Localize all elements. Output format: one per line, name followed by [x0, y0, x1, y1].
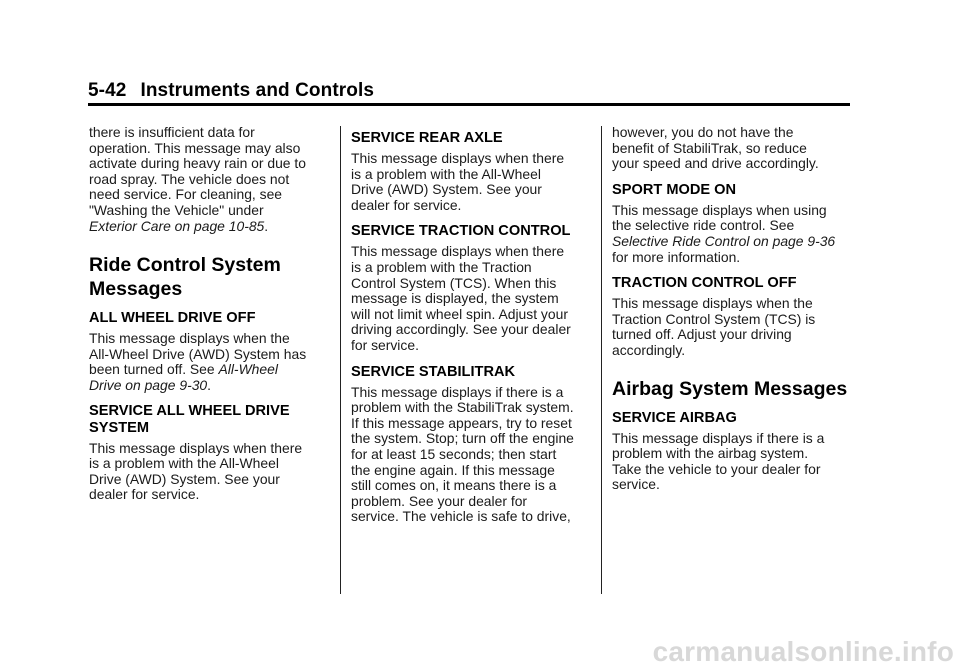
cross-reference-link[interactable]: Exterior Care on page 10-85 [89, 217, 265, 234]
column-3 [612, 125, 852, 493]
paragraph: This message displays when using the selective ride control. See Selective Ride Control on page 9-36 for more information. [612, 201, 836, 265]
column-1 [89, 125, 329, 503]
paragraph: This message displays when there is a problem with the Traction Control System (TCS). When this message is displayed, the system will not limit wheel spin. Adjust your driving accordingly. See your dealer for service. [351, 243, 571, 353]
cross-reference-link[interactable]: Selective Ride Control on page 9-36 [612, 232, 836, 249]
subsection-heading: SERVICE TRACTION CONTROL [351, 223, 571, 240]
paragraph: there is insufficient data for operation. This message may also activate during heavy rain or due to road spray. The vehicle does not need service. For cleaning, see "Washing the Vehicle" under Exterior Care on page 10-85. [89, 124, 306, 234]
paragraph: This message displays when the All-Wheel Drive (AWD) System has been turned off. See All-Wheel Drive on page 9-30. [89, 330, 307, 393]
section-title: Instruments and Controls [140, 80, 375, 101]
paragraph: This message displays if there is a problem with the StabiliTrak system. If this message appears, try to reset the system. Stop; turn off the engine for at least 15 seconds; then start the engine again. If this message still comes on, it means there is a problem. See your dealer for service. The vehicle is safe to drive, [351, 383, 574, 525]
paragraph: however, you do not have the benefit of StabiliTrak, so reduce your speed and drive accordingly. [612, 124, 819, 172]
cross-reference-link[interactable]: All-Wheel [218, 361, 278, 378]
paragraph: This message displays when the Traction Control System (TCS) is turned off. Adjust your driving accordingly. [612, 295, 816, 358]
subsection-heading: SERVICE REAR AXLE [351, 130, 503, 146]
column-divider [601, 126, 602, 594]
header-rule [88, 103, 850, 106]
section-heading: Airbag System Messages [612, 377, 848, 400]
section-heading: Ride Control System Messages [89, 254, 281, 301]
page-header [88, 80, 848, 102]
paragraph: This message displays when there is a problem with the All-Wheel Drive (AWD) System. See your dealer for service. [351, 150, 565, 213]
cross-reference-link[interactable]: Drive on page 9-30 [89, 376, 208, 393]
subsection-heading: SPORT MODE ON [612, 181, 737, 198]
subsection-heading: ALL WHEEL DRIVE OFF [89, 310, 256, 327]
paragraph: This message displays when there is a problem with the All-Wheel Drive (AWD) System. See your dealer for service. [89, 439, 303, 503]
subsection-heading: SERVICE AIRBAG [612, 409, 737, 426]
column-2 [351, 125, 589, 525]
subsection-heading: SERVICE ALL WHEEL DRIVE SYSTEM [89, 402, 290, 436]
column-divider [340, 126, 341, 594]
page-number: 5-42 [88, 80, 127, 101]
watermark: carmanualsonline.info [652, 636, 954, 667]
subsection-heading: SERVICE STABILITRAK [351, 363, 516, 380]
paragraph: This message displays if there is a problem with the airbag system. Take the vehicle to your dealer for service. [612, 429, 825, 493]
subsection-heading: TRACTION CONTROL OFF [612, 275, 797, 292]
